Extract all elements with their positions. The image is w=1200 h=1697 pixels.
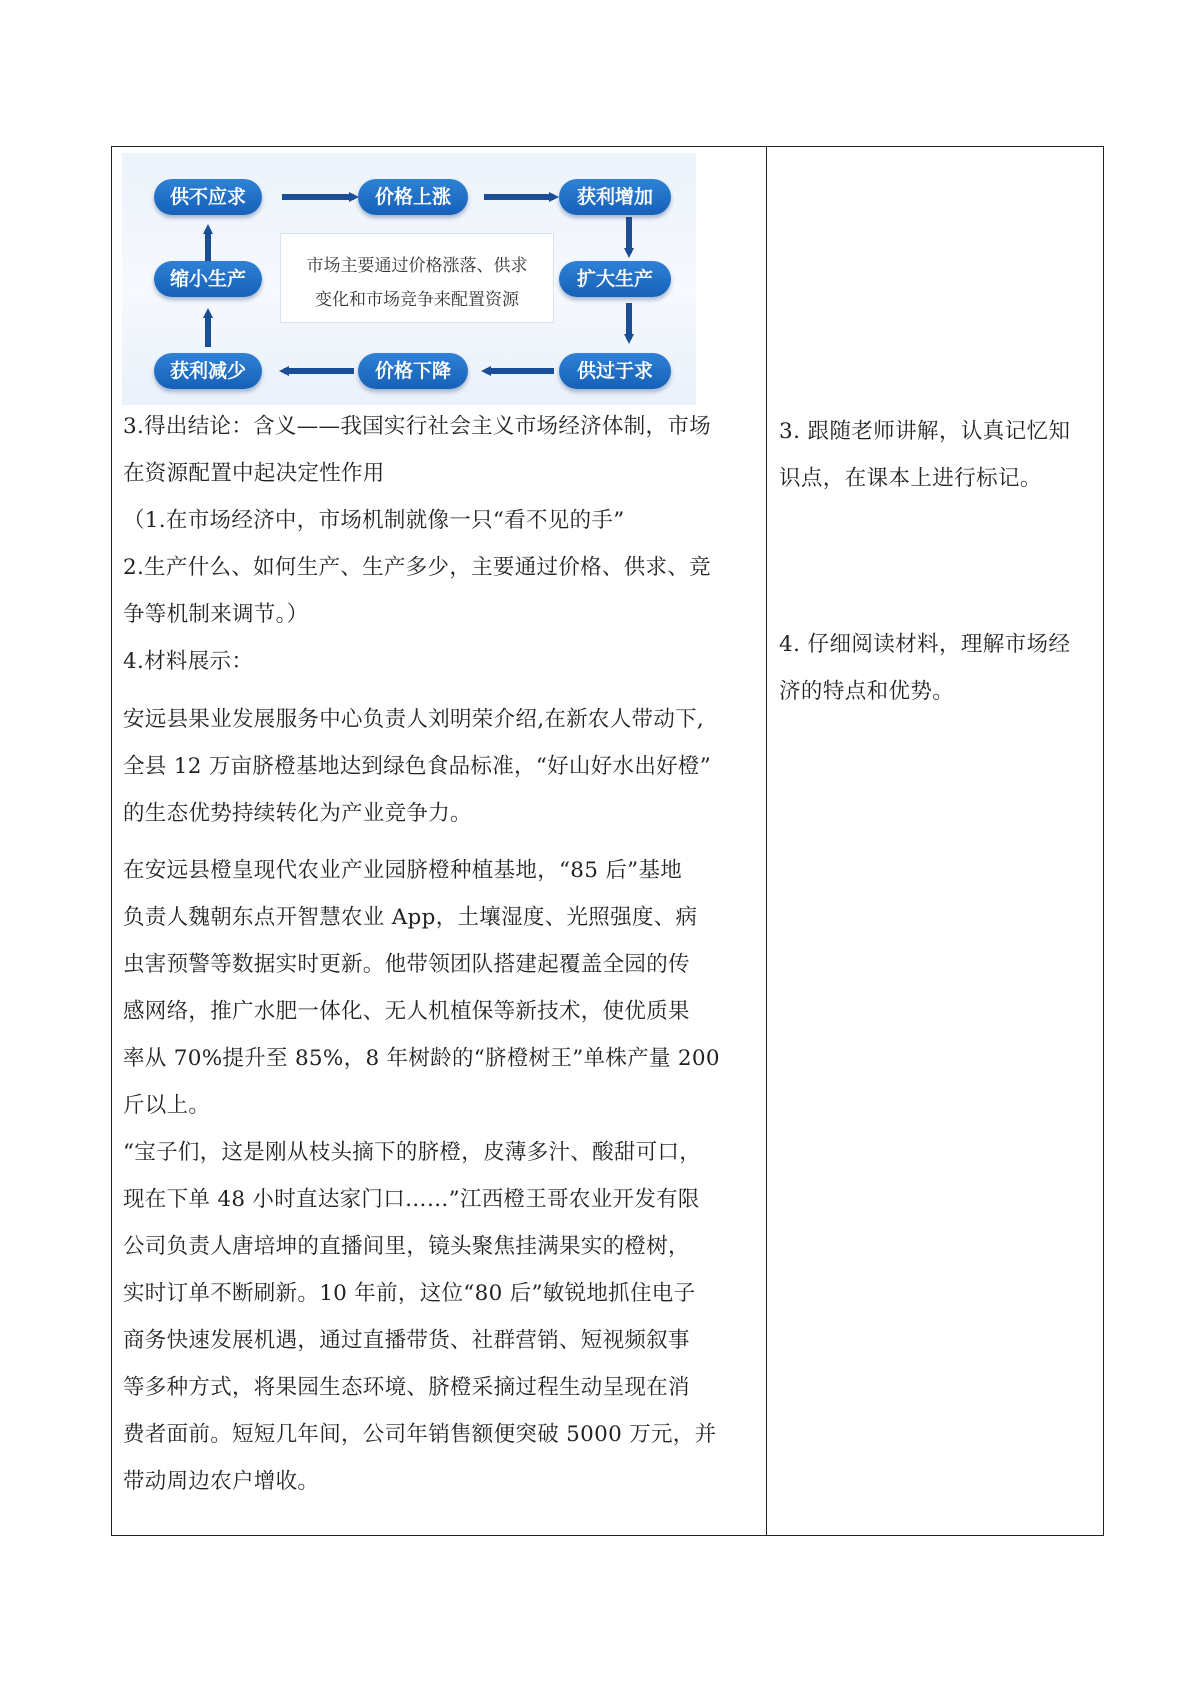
text-line: 费者面前。短短几年间，公司年销售额便突破 5000 万元，并 xyxy=(123,1422,717,1447)
text-line: 公司负责人唐培坤的直播间里，镜头聚焦挂满果实的橙树， xyxy=(123,1234,690,1259)
text-line: 在资源配置中起决定性作用 xyxy=(123,461,385,486)
text-line: 济的特点和优势。 xyxy=(779,679,955,704)
node-expand-production: 扩大生产 xyxy=(559,261,671,297)
material-paragraph-2 xyxy=(123,847,753,1505)
text-line: 带动周边农户增收。 xyxy=(123,1469,320,1494)
market-mechanism-diagram xyxy=(122,153,696,405)
node-supply-excess: 供过于求 xyxy=(559,353,671,389)
text-line: 商务快速发展机遇，通过直播带货、社群营销、短视频叙事 xyxy=(123,1328,690,1353)
node-price-down: 价格下降 xyxy=(358,353,468,389)
node-price-up: 价格上涨 xyxy=(358,179,468,215)
text-line: 在安远县橙皇现代农业产业园脐橙种植基地，“85 后”基地 xyxy=(123,858,683,883)
text-line: 现在下单 48 小时直达家门口……”江西橙王哥农业开发有限 xyxy=(123,1187,700,1212)
text-line: 3.得出结论：含义——我国实行社会主义市场经济体制，市场 xyxy=(123,414,711,439)
text-line: 的生态优势持续转化为产业竞争力。 xyxy=(123,801,472,826)
text-line: 3. 跟随老师讲解，认真记忆知 xyxy=(779,419,1071,444)
text-line: 斤以上。 xyxy=(123,1093,211,1118)
node-supply-short: 供不应求 xyxy=(154,179,262,215)
section-heading: 4.材料展示： xyxy=(123,649,254,674)
lesson-table xyxy=(111,146,1104,1536)
text-line: 实时订单不断刷新。10 年前，这位“80 后”敏锐地抓住电子 xyxy=(123,1281,696,1306)
text-line: （1.在市场经济中，市场机制就像一只“看不见的手” xyxy=(123,508,625,533)
text-line: 率从 70%提升至 85%，8 年树龄的“脐橙树王”单株产量 200 xyxy=(123,1046,720,1071)
conclusion-block xyxy=(123,403,753,685)
center-line: 市场主要通过价格涨落、供求 xyxy=(306,256,528,276)
material-paragraph-1 xyxy=(123,696,753,837)
student-activity-3 xyxy=(779,408,1094,502)
text-line: 安远县果业发展服务中心负责人刘明荣介绍,在新农人带动下, xyxy=(123,707,705,732)
text-line: “宝子们，这是刚从枝头摘下的脐橙，皮薄多汁、酸甜可口， xyxy=(123,1140,702,1165)
node-profit-down: 获利减少 xyxy=(154,353,262,389)
text-line: 感网络，推广水肥一体化、无人机植保等新技术，使优质果 xyxy=(123,999,690,1024)
text-line: 4. 仔细阅读材料，理解市场经 xyxy=(779,632,1071,657)
text-line: 识点，在课本上进行标记。 xyxy=(779,466,1042,491)
center-line: 变化和市场竞争来配置资源 xyxy=(315,290,519,310)
column-divider xyxy=(766,147,767,1535)
text-line: 虫害预警等数据实时更新。他带领团队搭建起覆盖全园的传 xyxy=(123,952,690,977)
node-profit-up: 获利增加 xyxy=(559,179,671,215)
text-line: 争等机制来调节。） xyxy=(123,602,309,627)
text-line: 负责人魏朝东点开智慧农业 App，土壤湿度、光照强度、病 xyxy=(123,905,698,930)
text-line: 2.生产什么、如何生产、生产多少，主要通过价格、供求、竞 xyxy=(123,555,711,580)
text-line: 等多种方式，将果园生态环境、脐橙采摘过程生动呈现在消 xyxy=(123,1375,690,1400)
text-line: 全县 12 万亩脐橙基地达到绿色食品标准，“好山好水出好橙” xyxy=(123,754,712,779)
student-activity-4 xyxy=(779,621,1094,715)
diagram-center-caption xyxy=(280,233,554,323)
node-reduce-production: 缩小生产 xyxy=(154,261,262,297)
